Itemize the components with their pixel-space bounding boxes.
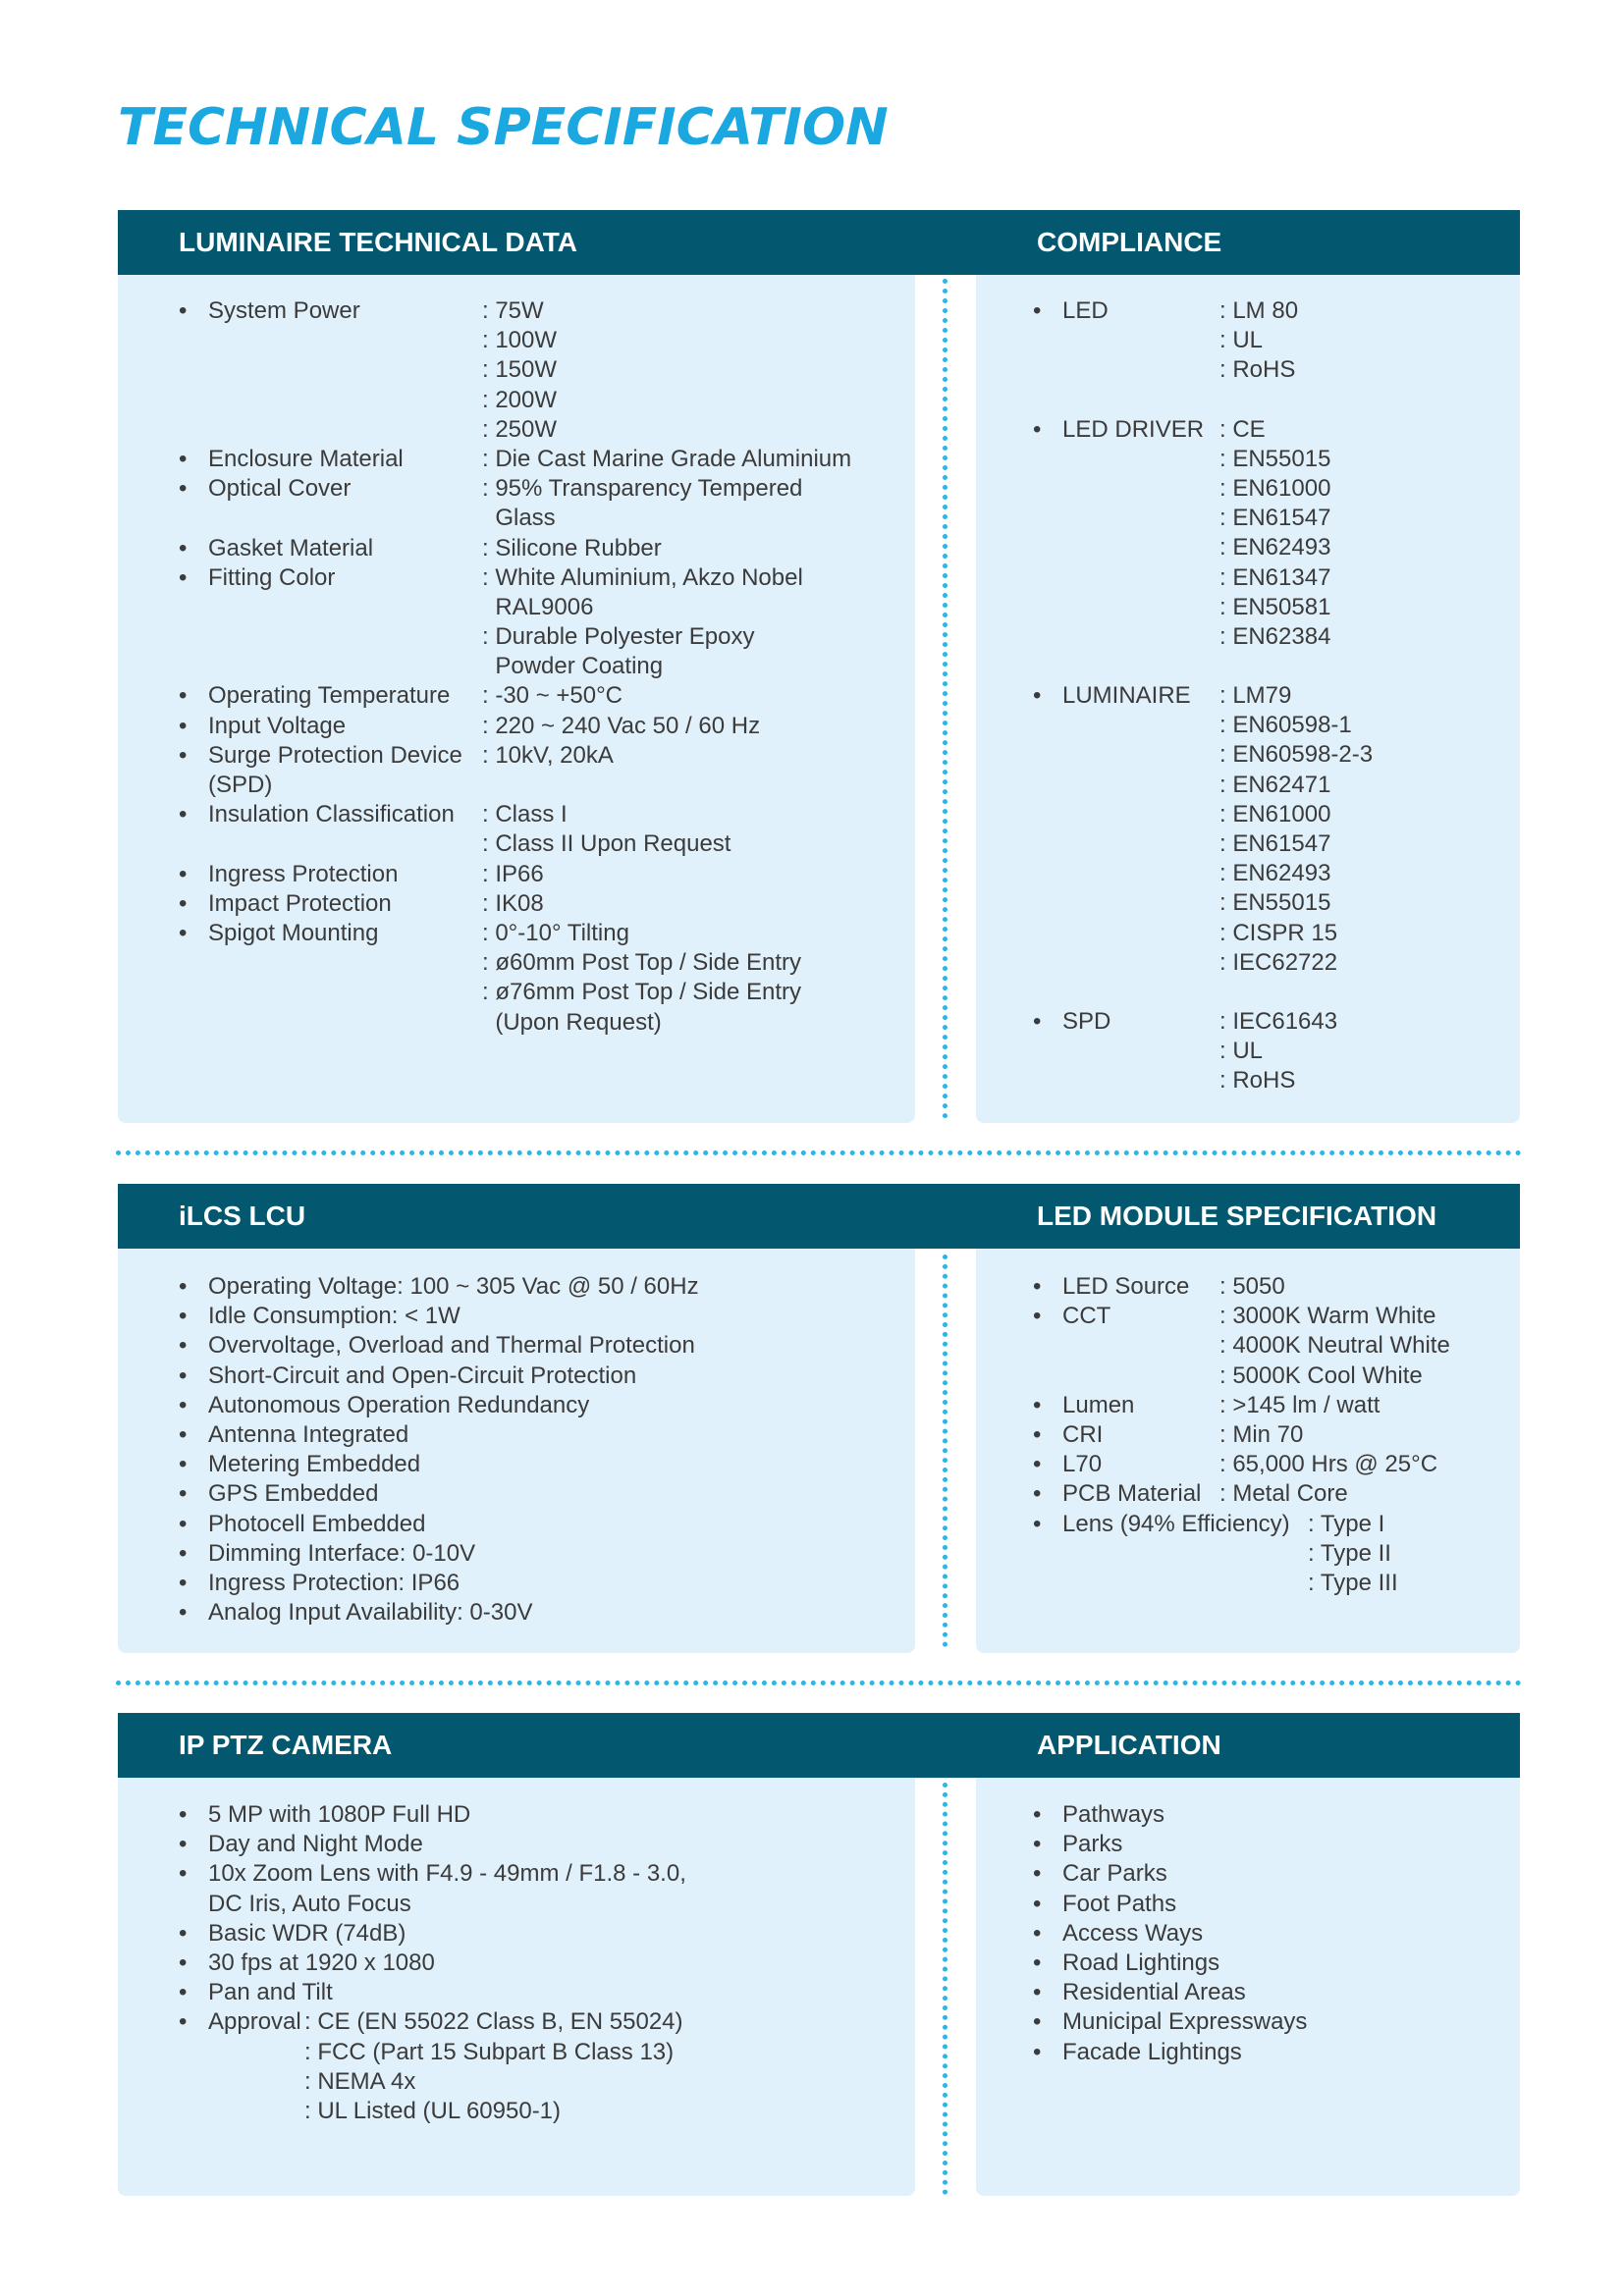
spec-value: : EN61000	[1219, 474, 1331, 502]
application-row	[1033, 1919, 1504, 1949]
bullet-icon: •	[179, 860, 188, 887]
ilcs-row	[179, 1450, 895, 1479]
spec-value: : Silicone Rubber	[482, 534, 662, 561]
spec-label: CCT	[1062, 1303, 1111, 1330]
spec-value: : 0°-10° Tilting	[482, 919, 629, 946]
camera-row	[179, 1859, 895, 1889]
ilcs-row	[179, 1362, 895, 1391]
spec-value: : EN62471	[1219, 771, 1331, 798]
spec-value: Powder Coating	[482, 653, 664, 680]
bullet-icon: •	[1033, 1420, 1042, 1448]
compliance-row	[1033, 563, 1504, 593]
section3-header-bar	[118, 1713, 1520, 1778]
spec-value: : LM79	[1219, 682, 1292, 710]
compliance-row	[1033, 888, 1504, 918]
divider-row-1	[116, 1150, 1522, 1155]
spec-label: L70	[1062, 1451, 1103, 1478]
spec-value: : FCC (Part 15 Subpart B Class 13)	[304, 2038, 675, 2065]
ilcs-row	[179, 1331, 895, 1361]
camera-heading: IP PTZ CAMERA	[179, 1730, 393, 1760]
luminaire-row	[179, 415, 895, 445]
compliance-row	[1033, 355, 1504, 385]
bullet-icon: •	[1033, 415, 1042, 443]
spec-value: : Min 70	[1219, 1420, 1304, 1448]
spec-value: : EN61347	[1219, 563, 1331, 591]
led_module-row	[1033, 1539, 1504, 1569]
bullet-icon: •	[179, 712, 188, 739]
spec-value: : UL Listed (UL 60950-1)	[304, 2097, 562, 2124]
bullet-icon: •	[179, 1919, 188, 1947]
led-module-heading: LED MODULE SPECIFICATION	[1037, 1201, 1437, 1231]
spec-label: Fitting Color	[208, 563, 336, 591]
application-row	[1033, 2038, 1504, 2067]
bullet-icon: •	[1033, 1801, 1042, 1828]
bullet-icon: •	[179, 1979, 188, 2006]
compliance-row	[1033, 415, 1504, 445]
spec-label: Surge Protection Device	[208, 741, 462, 769]
spec-label: Short-Circuit and Open-Circuit Protection	[208, 1362, 637, 1389]
spec-label: Photocell Embedded	[208, 1510, 426, 1537]
spec-label: Facade Lightings	[1062, 2038, 1242, 2065]
spec-label: Overvoltage, Overload and Thermal Protection	[208, 1332, 695, 1360]
spec-label: Optical Cover	[208, 475, 352, 503]
luminaire-row	[179, 771, 895, 800]
compliance-row	[1033, 533, 1504, 562]
spec-value: : Class I	[482, 801, 568, 828]
spec-value: : ø60mm Post Top / Side Entry	[482, 949, 802, 977]
spec-value: : Die Cast Marine Grade Aluminium	[482, 445, 852, 472]
ilcs-row	[179, 1302, 895, 1331]
spec-value: : Metal Core	[1219, 1480, 1348, 1508]
led_module-row	[1033, 1569, 1504, 1598]
application-list	[1033, 1800, 1504, 2067]
spec-value: : EN55015	[1219, 889, 1331, 917]
bullet-icon: •	[179, 445, 188, 472]
led_module-row	[1033, 1272, 1504, 1302]
compliance-row	[1033, 504, 1504, 533]
spec-value: : EN62384	[1219, 622, 1331, 650]
spec-value: : ø76mm Post Top / Side Entry	[482, 979, 802, 1006]
bullet-icon: •	[1033, 297, 1042, 324]
bullet-icon: •	[179, 889, 188, 917]
section1-header-bar	[118, 210, 1520, 275]
compliance-row	[1033, 740, 1504, 770]
luminaire-row	[179, 504, 895, 533]
spec-value: : 65,000 Hrs @ 25°C	[1219, 1451, 1438, 1478]
luminaire-row	[179, 860, 895, 889]
bullet-icon: •	[1033, 1273, 1042, 1300]
luminaire-row	[179, 534, 895, 563]
luminaire-row	[179, 919, 895, 948]
spec-label: PCB Material	[1062, 1480, 1202, 1508]
led_module-row	[1033, 1391, 1504, 1420]
bullet-icon: •	[179, 1451, 188, 1478]
luminaire-row	[179, 1008, 895, 1038]
spec-value: : IP66	[482, 860, 544, 887]
luminaire-row	[179, 355, 895, 385]
bullet-icon: •	[179, 1539, 188, 1567]
bullet-icon: •	[1033, 1890, 1042, 1917]
spec-label: Basic WDR (74dB)	[208, 1919, 406, 1947]
luminaire-row	[179, 712, 895, 741]
ilcs-row	[179, 1539, 895, 1569]
spec-label: Access Ways	[1062, 1919, 1204, 1947]
luminaire-row	[179, 889, 895, 919]
spec-label: Parks	[1062, 1831, 1123, 1858]
led_module-row	[1033, 1331, 1504, 1361]
led-module-list	[1033, 1272, 1504, 1598]
luminaire-row	[179, 948, 895, 978]
bullet-icon: •	[179, 1831, 188, 1858]
spec-label: Lens (94% Efficiency)	[1062, 1510, 1290, 1537]
bullet-icon: •	[179, 1420, 188, 1448]
luminaire-row	[179, 652, 895, 681]
spacer	[1033, 386, 1504, 415]
spec-label: Pathways	[1062, 1801, 1165, 1828]
spec-label: Antenna Integrated	[208, 1420, 409, 1448]
spec-value: : EN60598-2-3	[1219, 741, 1374, 769]
bullet-icon: •	[1033, 1919, 1042, 1947]
bullet-icon: •	[179, 297, 188, 324]
spec-label: Analog Input Availability: 0-30V	[208, 1599, 533, 1627]
spec-label: Metering Embedded	[208, 1451, 421, 1478]
led_module-row	[1033, 1450, 1504, 1479]
spec-value: : 150W	[482, 356, 558, 384]
bullet-icon: •	[179, 1332, 188, 1360]
spec-label: LED Source	[1062, 1273, 1190, 1300]
section1-divider	[943, 279, 947, 1119]
spec-value: : White Aluminium, Akzo Nobel	[482, 563, 803, 591]
compliance-row	[1033, 711, 1504, 740]
bullet-icon: •	[1033, 1007, 1042, 1035]
bullet-icon: •	[179, 1801, 188, 1828]
application-row	[1033, 1890, 1504, 1919]
spec-label: Residential Areas	[1062, 1979, 1246, 2006]
spec-value: : EN55015	[1219, 445, 1331, 472]
spec-value: RAL9006	[482, 593, 594, 620]
led_module-row	[1033, 1362, 1504, 1391]
spec-value: : CE	[1219, 415, 1266, 443]
bullet-icon: •	[1033, 1451, 1042, 1478]
luminaire-row	[179, 741, 895, 771]
bullet-icon: •	[1033, 1391, 1042, 1418]
bullet-icon: •	[179, 801, 188, 828]
camera-row	[179, 1978, 895, 2007]
luminaire-row	[179, 978, 895, 1007]
spec-value: : CISPR 15	[1219, 919, 1338, 946]
ilcs-row	[179, 1510, 895, 1539]
camera-row	[179, 2097, 895, 2126]
spec-label: DC Iris, Auto Focus	[208, 1890, 411, 1917]
spec-label: Municipal Expressways	[1062, 2008, 1308, 2036]
bullet-icon: •	[179, 1480, 188, 1508]
page-title: TECHNICAL SPECIFICATION	[118, 98, 889, 157]
application-row	[1033, 1830, 1504, 1859]
ilcs-row	[179, 1598, 895, 1628]
bullet-icon: •	[179, 2008, 188, 2036]
spec-label: Insulation Classification	[208, 801, 455, 828]
spec-label: Spigot Mounting	[208, 919, 379, 946]
ilcs-row	[179, 1569, 895, 1598]
spec-value: (Upon Request)	[482, 1008, 662, 1036]
ilcs-row	[179, 1420, 895, 1450]
bullet-icon: •	[1033, 1979, 1042, 2006]
bullet-icon: •	[179, 1303, 188, 1330]
compliance-row	[1033, 296, 1504, 326]
application-heading: APPLICATION	[1037, 1730, 1221, 1760]
bullet-icon: •	[179, 1860, 188, 1888]
spec-value: : >145 lm / watt	[1219, 1391, 1380, 1418]
spec-value: : 95% Transparency Tempered	[482, 475, 803, 503]
luminaire-row	[179, 800, 895, 829]
application-row	[1033, 1800, 1504, 1830]
camera-row	[179, 1830, 895, 1859]
spec-value: : IEC61643	[1219, 1007, 1338, 1035]
led_module-row	[1033, 1479, 1504, 1509]
ilcs-row	[179, 1272, 895, 1302]
bullet-icon: •	[179, 1599, 188, 1627]
luminaire-row	[179, 474, 895, 504]
spec-value: : EN61000	[1219, 800, 1331, 828]
spec-value: : Type II	[1308, 1539, 1391, 1567]
spec-value: : EN61547	[1219, 830, 1331, 857]
bullet-icon: •	[179, 741, 188, 769]
spec-value: : IEC62722	[1219, 948, 1338, 976]
spec-value: : NEMA 4x	[304, 2067, 416, 2095]
section3-divider	[943, 1783, 947, 2195]
spec-label: 5 MP with 1080P Full HD	[208, 1801, 471, 1828]
spec-label: Gasket Material	[208, 534, 374, 561]
compliance-row	[1033, 1037, 1504, 1066]
spec-label: Approval	[208, 2008, 301, 2036]
bullet-icon: •	[1033, 682, 1042, 710]
compliance-row	[1033, 593, 1504, 622]
spec-value: : LM 80	[1219, 297, 1299, 324]
camera-row	[179, 1949, 895, 1978]
spec-value: : 5050	[1219, 1273, 1285, 1300]
spec-value: : 220 ~ 240 Vac 50 / 60 Hz	[482, 712, 761, 739]
camera-row	[179, 1890, 895, 1919]
luminaire-row	[179, 829, 895, 859]
compliance-row	[1033, 829, 1504, 859]
compliance-row	[1033, 445, 1504, 474]
camera-list	[179, 1800, 895, 2126]
spec-value: : RoHS	[1219, 356, 1296, 384]
bullet-icon: •	[179, 1949, 188, 1976]
spec-value: : 75W	[482, 297, 544, 324]
spec-label: Dimming Interface: 0-10V	[208, 1539, 476, 1567]
spec-label: Road Lightings	[1062, 1949, 1220, 1976]
luminaire-row	[179, 563, 895, 593]
luminaire-row	[179, 622, 895, 652]
compliance-row	[1033, 948, 1504, 978]
spec-value: : IK08	[482, 889, 544, 917]
spacer	[1033, 652, 1504, 681]
compliance-list	[1033, 296, 1504, 1096]
camera-row	[179, 2067, 895, 2097]
spec-label: Idle Consumption: < 1W	[208, 1303, 460, 1330]
camera-row	[179, 1919, 895, 1949]
section2-divider	[943, 1255, 947, 1647]
compliance-row	[1033, 681, 1504, 711]
spec-label: CRI	[1062, 1420, 1104, 1448]
spec-value: : -30 ~ +50°C	[482, 682, 623, 710]
bullet-icon: •	[1033, 2038, 1042, 2065]
bullet-icon: •	[1033, 1860, 1042, 1888]
spec-value: : Class II Upon Request	[482, 830, 731, 858]
spec-value: : 10kV, 20kA	[482, 741, 614, 769]
application-row	[1033, 1949, 1504, 1978]
spec-value: : EN62493	[1219, 860, 1331, 887]
spec-label: SPD	[1062, 1007, 1111, 1035]
spec-value: : 5000K Cool White	[1219, 1362, 1423, 1389]
led_module-row	[1033, 1510, 1504, 1539]
bullet-icon: •	[179, 534, 188, 561]
led_module-row	[1033, 1420, 1504, 1450]
spec-value: : 3000K Warm White	[1219, 1303, 1436, 1330]
spec-value: : Durable Polyester Epoxy	[482, 623, 755, 651]
spec-value: : EN61547	[1219, 505, 1331, 532]
spec-value: : 200W	[482, 386, 558, 413]
spec-value: : CE (EN 55022 Class B, EN 55024)	[304, 2008, 683, 2036]
spec-value: : EN50581	[1219, 593, 1331, 620]
luminaire-list	[179, 296, 895, 1038]
application-row	[1033, 2007, 1504, 2037]
spec-label: Lumen	[1062, 1391, 1135, 1418]
bullet-icon: •	[1033, 1949, 1042, 1976]
luminaire-row	[179, 386, 895, 415]
bullet-icon: •	[1033, 1510, 1042, 1537]
spec-label: 30 fps at 1920 x 1080	[208, 1949, 435, 1976]
ilcs-list	[179, 1272, 895, 1628]
bullet-icon: •	[179, 682, 188, 710]
spec-label: 10x Zoom Lens with F4.9 - 49mm / F1.8 - 3.0,	[208, 1860, 686, 1888]
spec-label: Operating Voltage: 100 ~ 305 Vac @ 50 / 60Hz	[208, 1273, 699, 1300]
spec-value: : RoHS	[1219, 1067, 1296, 1095]
spec-label: LED	[1062, 297, 1109, 324]
luminaire-row	[179, 593, 895, 622]
divider-row-2	[116, 1681, 1522, 1685]
compliance-row	[1033, 622, 1504, 652]
spec-label: Impact Protection	[208, 889, 392, 917]
spec-value: : UL	[1219, 327, 1264, 354]
spec-value: : EN62493	[1219, 534, 1331, 561]
compliance-row	[1033, 326, 1504, 355]
compliance-heading: COMPLIANCE	[1037, 227, 1222, 257]
spec-value: : 4000K Neutral White	[1219, 1332, 1450, 1360]
spec-label: Car Parks	[1062, 1860, 1167, 1888]
bullet-icon: •	[179, 1569, 188, 1596]
spec-label: Ingress Protection: IP66	[208, 1569, 460, 1596]
compliance-row	[1033, 771, 1504, 800]
bullet-icon: •	[1033, 2008, 1042, 2036]
bullet-icon: •	[179, 475, 188, 503]
bullet-icon: •	[1033, 1303, 1042, 1330]
compliance-row	[1033, 859, 1504, 888]
compliance-row	[1033, 919, 1504, 948]
camera-row	[179, 1800, 895, 1830]
bullet-icon: •	[1033, 1480, 1042, 1508]
bullet-icon: •	[179, 563, 188, 591]
compliance-row	[1033, 800, 1504, 829]
spec-value: : Type III	[1308, 1569, 1398, 1596]
application-row	[1033, 1978, 1504, 2007]
camera-row	[179, 2038, 895, 2067]
bullet-icon: •	[179, 1510, 188, 1537]
spec-label: Input Voltage	[208, 712, 347, 739]
spec-label: LUMINAIRE	[1062, 682, 1191, 710]
compliance-row	[1033, 1007, 1504, 1037]
spacer	[1033, 978, 1504, 1007]
application-row	[1033, 1859, 1504, 1889]
bullet-icon: •	[179, 1273, 188, 1300]
led_module-row	[1033, 1302, 1504, 1331]
bullet-icon: •	[179, 1362, 188, 1389]
bullet-icon: •	[179, 919, 188, 946]
spec-value: Glass	[482, 505, 556, 532]
camera-row	[179, 2007, 895, 2037]
spec-label: Enclosure Material	[208, 445, 404, 472]
ilcs-row	[179, 1391, 895, 1420]
spec-label: (SPD)	[208, 772, 273, 798]
spec-label: System Power	[208, 297, 360, 324]
section2-header-bar	[118, 1184, 1520, 1249]
ilcs-row	[179, 1479, 895, 1509]
spec-label: Ingress Protection	[208, 860, 399, 887]
luminaire-row	[179, 296, 895, 326]
luminaire-row	[179, 681, 895, 711]
luminaire-heading: LUMINAIRE TECHNICAL DATA	[179, 227, 577, 257]
compliance-row	[1033, 474, 1504, 504]
spec-label: Pan and Tilt	[208, 1979, 333, 2006]
spec-value: : UL	[1219, 1038, 1264, 1065]
spec-label: Operating Temperature	[208, 682, 451, 710]
bullet-icon: •	[179, 1391, 188, 1418]
spec-value: : 250W	[482, 415, 558, 443]
spec-value: : 100W	[482, 327, 558, 354]
bullet-icon: •	[1033, 1831, 1042, 1858]
spec-label: Foot Paths	[1062, 1890, 1177, 1917]
spec-label: LED DRIVER	[1062, 415, 1205, 443]
spec-label: Autonomous Operation Redundancy	[208, 1391, 590, 1418]
luminaire-row	[179, 326, 895, 355]
spec-value: : EN60598-1	[1219, 712, 1352, 739]
compliance-row	[1033, 1066, 1504, 1095]
luminaire-row	[179, 445, 895, 474]
spec-value: : Type I	[1308, 1510, 1385, 1537]
ilcs-heading: iLCS LCU	[179, 1201, 306, 1231]
spec-label: Day and Night Mode	[208, 1831, 423, 1858]
spec-label: GPS Embedded	[208, 1480, 379, 1508]
